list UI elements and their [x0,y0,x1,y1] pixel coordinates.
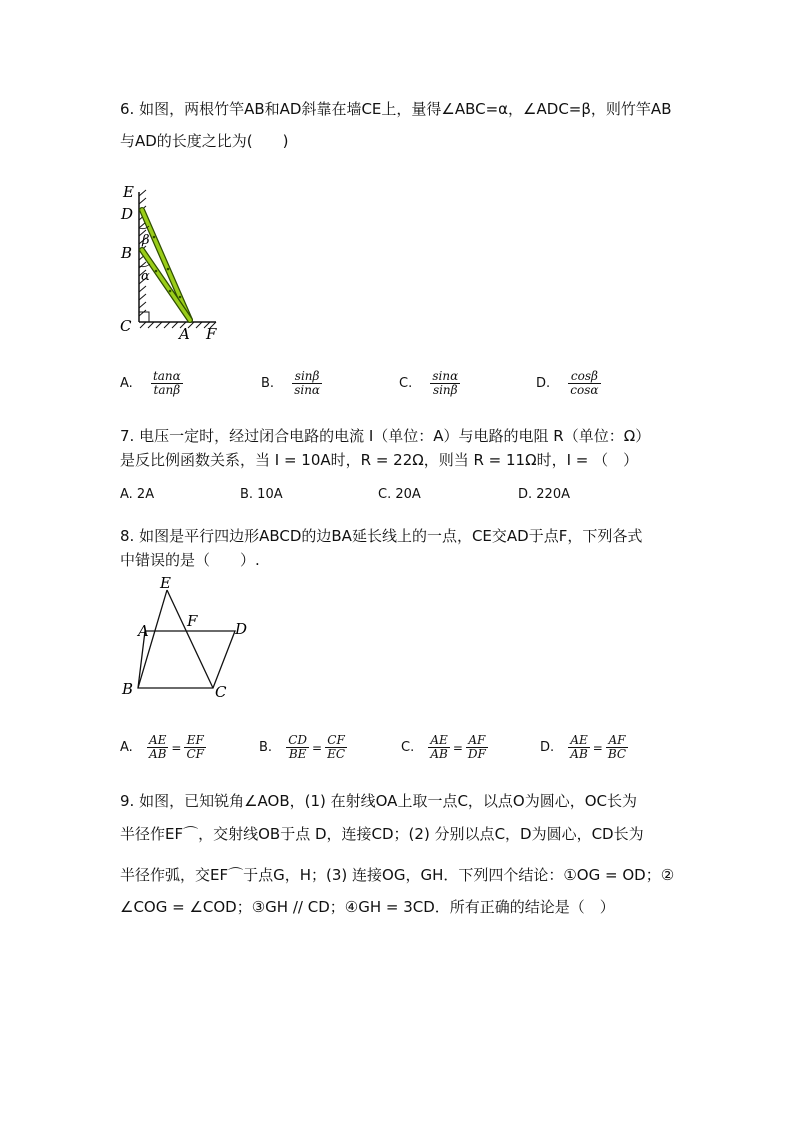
q7-line1: 7. 电压一定时，经过闭合电路的电流 I（单位：A）与电路的电阻 R（单位：Ω） [120,427,651,445]
denominator: cosα [570,383,599,397]
fraction [568,370,600,397]
numerator: sinα [432,369,459,383]
q6-figure [110,180,230,350]
option-letter: C. [401,740,415,755]
numerator: AF [606,734,628,748]
numerator: AE [147,734,168,748]
denominator: tanβ [153,383,181,397]
label-E: E [160,574,171,592]
equals-sign: = [312,740,323,755]
fraction-right [606,734,628,761]
option-letter: A. [120,740,133,755]
denominator: EC [327,747,346,761]
q6-line2: 与AD的长度之比为( ) [120,132,289,150]
label-E: E [123,183,134,201]
q9-line2: 半径作EF⌒，交射线OB于点 D，连接CD；(2) 分别以点C，D为圆心，CD长为 [120,825,644,843]
numerator: AE [568,734,589,748]
option-letter: B. [261,376,275,391]
denominator: BC [607,747,627,761]
option-letter: D. [540,740,555,755]
label-alpha: α [141,269,150,284]
fraction-right [184,734,206,761]
q9-line1: 9. 如图，已知锐角∠AOB，(1) 在射线OA上取一点C，以点O为圆心，OC长为 [120,792,638,810]
denominator: AB [430,747,448,761]
label-D: D [121,205,134,223]
q7-option-c[interactable]: C. 20A [378,487,421,502]
q6-option-c[interactable] [399,370,460,397]
denominator: sinβ [432,383,458,397]
option-letter: C. [399,376,413,391]
option-letter: A. [120,376,133,391]
q8-option-d[interactable] [540,734,628,761]
option-letter: D. [536,376,551,391]
right-angle-mark [139,312,149,322]
q7-option-b[interactable]: B. 10A [240,487,283,502]
numerator: cosβ [568,370,600,384]
q9-line3: 半径作弧，交EF⌒于点G，H；(3) 连接OG，GH．下列四个结论：①OG = OD；② [120,866,675,884]
numerator: AF [466,734,488,748]
q6-line1: 6. 如图，两根竹竿AB和AD斜靠在墙CE上，量得∠ABC=α，∠ADC=β，则竹竿AB [120,100,672,118]
label-D: D [235,620,248,638]
denominator: AB [148,747,167,761]
fraction-left [568,734,589,761]
label-B: B [121,244,133,262]
q8-option-b[interactable] [259,734,347,761]
denominator: AB [570,747,588,761]
fraction [151,370,183,397]
fraction [292,370,322,397]
q8-option-a[interactable] [120,734,206,761]
q8-option-c[interactable] [401,734,488,761]
q9-line4: ∠COG = ∠COD；③GH // CD；④GH = 3CD．所有正确的结论是（ ） [120,898,615,916]
equals-sign: = [592,740,603,755]
option-letter: B. [259,740,273,755]
label-C: C [215,683,227,701]
label-F: F [206,325,217,343]
q7-line2: 是反比例函数关系，当 I = 10A时，R = 22Ω，则当 R = 11Ω时，I = （ ） [120,451,639,469]
denominator: BE [288,747,307,761]
denominator: DF [467,747,486,761]
label-C: C [120,317,132,335]
q8-line1: 8. 如图是平行四边形ABCD的边BA延长线上的一点，CE交AD于点F，下列各式 [120,527,643,545]
ground-hatch [140,322,216,328]
fraction-left [147,734,168,761]
q7-option-a[interactable]: A. 2A [120,487,155,502]
numerator: sinβ [292,370,322,384]
fraction [430,370,460,397]
fraction-right [325,734,347,761]
q8-figure [118,572,268,707]
numerator: CF [325,734,347,748]
numerator: CD [288,733,308,747]
q7-option-d[interactable]: D. 220A [518,487,570,502]
label-A: A [138,622,149,640]
equals-sign: = [171,740,182,755]
label-F: F [187,612,198,630]
line-ec [167,590,213,688]
q8-line2: 中错误的是（ ）. [120,551,260,569]
q6-option-a[interactable] [120,370,183,397]
denominator: CF [186,747,204,761]
q6-option-b[interactable] [261,370,322,397]
numerator: tanα [152,369,181,383]
fraction-left [286,734,309,761]
numerator: EF [184,734,206,748]
fraction-right [466,734,488,761]
label-B: B [122,680,134,698]
denominator: sinα [294,383,321,397]
numerator: AE [428,734,449,748]
equals-sign: = [452,740,463,755]
label-beta: β [142,233,150,248]
q6-option-d[interactable] [536,370,601,397]
fraction-left [428,734,449,761]
label-A: A [179,325,190,343]
